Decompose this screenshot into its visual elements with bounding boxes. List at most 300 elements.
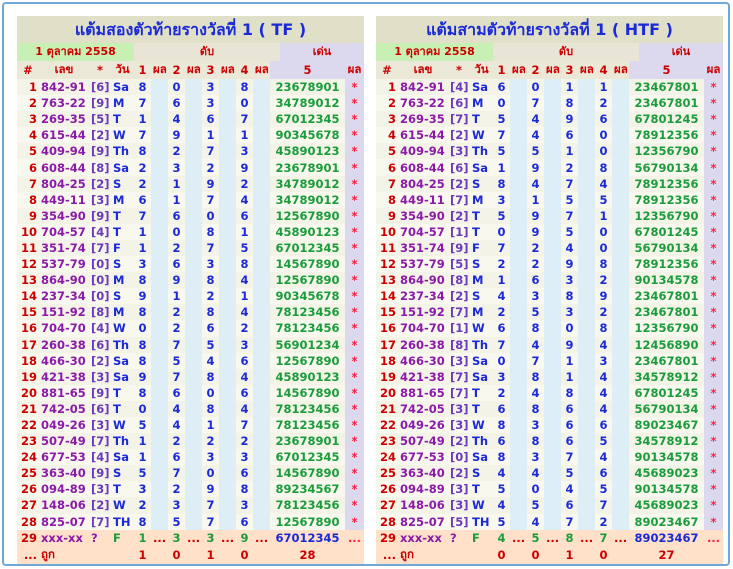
result-mark: * — [704, 449, 723, 465]
digit-4: 5 — [595, 433, 612, 449]
digit-4: 2 — [595, 95, 612, 111]
digit-3: 8 — [561, 95, 578, 111]
result-mark: * — [704, 192, 723, 208]
table-row — [17, 433, 364, 449]
table-row — [17, 497, 364, 513]
bracket-count: [9] — [91, 208, 110, 223]
column-header: 3 — [561, 61, 578, 79]
result-2 — [185, 304, 202, 320]
result-3 — [219, 481, 236, 497]
number: 449-11 — [398, 192, 448, 208]
digit-3: 5 — [561, 224, 578, 240]
digit-2: 5 — [527, 304, 544, 320]
table-row — [17, 320, 364, 336]
digit-4: 6 — [595, 417, 612, 433]
row-index: 5 — [376, 143, 398, 159]
row-index: 18 — [17, 353, 39, 369]
result-3 — [578, 256, 595, 272]
weekday: Th — [111, 337, 134, 353]
digit-2: 0 — [527, 546, 544, 564]
result-2 — [544, 433, 561, 449]
digit-1: 1 — [134, 111, 151, 127]
result-3 — [578, 337, 595, 353]
row-index: 7 — [17, 176, 39, 192]
result-4 — [612, 417, 629, 433]
digit-3: 1 — [561, 369, 578, 385]
combo-5: 90345678 — [270, 127, 345, 143]
digit-3: 5 — [202, 337, 219, 353]
result-2 — [544, 320, 561, 336]
weekday: S — [111, 288, 134, 304]
weekday: T — [111, 224, 134, 240]
header-row — [17, 61, 364, 79]
bracket-count: [7] — [91, 514, 110, 529]
table-row — [17, 224, 364, 240]
number: 742-05 — [398, 401, 448, 417]
result-3 — [578, 240, 595, 256]
result-3 — [578, 320, 595, 336]
column-header: วัน — [470, 61, 493, 79]
digit-4: 2 — [595, 272, 612, 288]
digit-4: 3 — [236, 449, 253, 465]
digit-1: 1 — [493, 272, 510, 288]
result-2 — [185, 95, 202, 111]
digit-1: 5 — [493, 481, 510, 497]
result-1 — [510, 208, 527, 224]
combo-5: 45890123 — [270, 224, 345, 240]
result-4 — [253, 433, 270, 449]
weekday: Sa — [470, 449, 493, 465]
row-index: 23 — [17, 433, 39, 449]
row-index: 28 — [17, 514, 39, 530]
digit-1: 3 — [134, 256, 151, 272]
weekday: S — [470, 256, 493, 272]
digit-2: 1 — [168, 176, 185, 192]
table-row — [17, 353, 364, 369]
digit-3: 3 — [202, 449, 219, 465]
number: 677-53 — [398, 449, 448, 465]
digit-4: 0 — [595, 143, 612, 159]
digit-1: 4 — [493, 530, 510, 546]
digit-4: 5 — [595, 481, 612, 497]
weekday: M — [111, 95, 134, 111]
row-index: 17 — [17, 337, 39, 353]
digit-3: 0 — [561, 320, 578, 336]
digit-1: 4 — [493, 465, 510, 481]
digit-4: 9 — [595, 288, 612, 304]
result-2 — [185, 481, 202, 497]
weekday: T — [470, 401, 493, 417]
result-mark: * — [345, 272, 364, 288]
number: 148-06 — [39, 497, 89, 513]
result-1 — [151, 401, 168, 417]
digit-3: 2 — [561, 159, 578, 175]
table-row — [17, 449, 364, 465]
result-2 — [185, 401, 202, 417]
bracket-count: [4] — [91, 321, 110, 336]
table-row — [17, 514, 364, 530]
result-2 — [544, 546, 561, 564]
result-mark: * — [704, 111, 723, 127]
result-4 — [612, 304, 629, 320]
digit-3: 4 — [202, 353, 219, 369]
digit-3: 9 — [561, 256, 578, 272]
row-index: 28 — [376, 514, 398, 530]
digit-2: 2 — [168, 143, 185, 159]
digit-3: 7 — [202, 192, 219, 208]
combo-5: 45890123 — [270, 143, 345, 159]
result-1 — [510, 288, 527, 304]
table-row — [376, 224, 723, 240]
result-mark: * — [345, 304, 364, 320]
bracket-count: [6] — [91, 80, 110, 95]
bracket-count: [7] — [91, 240, 110, 255]
result-2 — [185, 272, 202, 288]
result-2 — [544, 256, 561, 272]
digit-1: 3 — [493, 369, 510, 385]
column-header: เลข — [398, 61, 448, 79]
row-index: 13 — [17, 272, 39, 288]
digit-4: 4 — [595, 176, 612, 192]
row-index: 8 — [17, 192, 39, 208]
combo-5: 89023467 — [629, 530, 704, 546]
row-index: 24 — [17, 449, 39, 465]
number: 742-05 — [39, 401, 89, 417]
column-header: # — [376, 61, 398, 79]
weekday: T — [470, 481, 493, 497]
row-index: 27 — [376, 497, 398, 513]
row-index: 11 — [376, 240, 398, 256]
result-3 — [219, 353, 236, 369]
combo-5: 34789012 — [270, 192, 345, 208]
result-4 — [253, 208, 270, 224]
result-mark: * — [704, 208, 723, 224]
result-2 — [185, 465, 202, 481]
result-3 — [578, 95, 595, 111]
combo-5: 89023467 — [629, 514, 704, 530]
result-1 — [510, 369, 527, 385]
result-mark: * — [704, 497, 723, 513]
digit-3: 2 — [202, 288, 219, 304]
table-row — [376, 95, 723, 111]
digit-3: 7 — [202, 514, 219, 530]
digit-1: 5 — [134, 465, 151, 481]
result-mark: * — [345, 385, 364, 401]
digit-3: 1 — [561, 79, 578, 95]
result-2 — [544, 111, 561, 127]
digit-2: 2 — [168, 304, 185, 320]
digit-3: 9 — [202, 176, 219, 192]
digit-3: 4 — [561, 481, 578, 497]
combo-5: 67012345 — [270, 449, 345, 465]
row-index: 1 — [17, 79, 39, 95]
result-1 — [151, 320, 168, 336]
result-4 — [253, 272, 270, 288]
weekday: TH — [111, 514, 134, 530]
number: 354-90 — [398, 208, 448, 224]
number: 608-44 — [39, 159, 89, 175]
result-3: ... — [221, 530, 235, 545]
digit-3: 0 — [202, 208, 219, 224]
result-3 — [578, 417, 595, 433]
row-index: 10 — [17, 224, 39, 240]
combo-5: 90134578 — [629, 272, 704, 288]
digit-4: 6 — [236, 385, 253, 401]
result-mark: * — [704, 127, 723, 143]
digit-1: 4 — [493, 288, 510, 304]
result-3 — [578, 176, 595, 192]
bracket-count: [7] — [450, 385, 469, 400]
bracket-count: [3] — [450, 144, 469, 159]
digit-4: 8 — [595, 320, 612, 336]
weekday: S — [111, 176, 134, 192]
result-3 — [219, 385, 236, 401]
bracket-count: [0] — [91, 273, 110, 288]
bracket-count: [5] — [91, 112, 110, 127]
weekday: Th — [111, 143, 134, 159]
digit-1: 8 — [134, 143, 151, 159]
result-1 — [151, 192, 168, 208]
digit-1: 9 — [134, 369, 151, 385]
result-4 — [253, 481, 270, 497]
weekday: T — [111, 111, 134, 127]
result-2 — [544, 95, 561, 111]
digit-3: 1 — [561, 143, 578, 159]
digit-4: 1 — [595, 79, 612, 95]
digit-1: 1 — [134, 224, 151, 240]
result-1 — [151, 240, 168, 256]
bracket-count: [8] — [450, 337, 469, 352]
digit-3: 6 — [561, 433, 578, 449]
result-1 — [510, 449, 527, 465]
number: 354-90 — [39, 208, 89, 224]
digit-1: 3 — [134, 481, 151, 497]
result-4 — [253, 546, 270, 564]
weekday: T — [111, 385, 134, 401]
digit-4: 9 — [236, 159, 253, 175]
result-4 — [612, 514, 629, 530]
digit-3: 8 — [202, 224, 219, 240]
result-1 — [510, 304, 527, 320]
digit-4: 1 — [236, 288, 253, 304]
digit-2: 4 — [168, 417, 185, 433]
combo-5: 78123456 — [270, 497, 345, 513]
row-index: 22 — [17, 417, 39, 433]
dap-label: ดับ — [493, 43, 639, 61]
combo-5: 45689023 — [629, 465, 704, 481]
combo-5: 78123456 — [270, 304, 345, 320]
result-1 — [151, 417, 168, 433]
digit-2: 1 — [168, 192, 185, 208]
combo-5: 78912356 — [629, 176, 704, 192]
number: 842-91 — [398, 79, 448, 95]
combo-5: 12356790 — [629, 143, 704, 159]
digit-2: 4 — [527, 337, 544, 353]
result-3 — [219, 240, 236, 256]
digit-4: 6 — [595, 111, 612, 127]
combo-5: 67801245 — [629, 224, 704, 240]
digit-2: 4 — [527, 176, 544, 192]
digit-3: 1 — [561, 353, 578, 369]
result-1 — [151, 465, 168, 481]
bracket-count: [6] — [450, 96, 469, 111]
result-2 — [185, 224, 202, 240]
result-mark: * — [345, 159, 364, 175]
digit-1: 6 — [493, 320, 510, 336]
bracket-count: [7] — [450, 192, 469, 207]
digit-2: 4 — [527, 385, 544, 401]
result-3 — [219, 143, 236, 159]
digit-1: 8 — [134, 514, 151, 530]
table-row — [17, 176, 364, 192]
digit-4: 4 — [236, 401, 253, 417]
row-index: 14 — [17, 288, 39, 304]
number: 677-53 — [39, 449, 89, 465]
digit-4: 3 — [236, 143, 253, 159]
weekday: TH — [470, 514, 493, 530]
result-2 — [544, 449, 561, 465]
result-2 — [544, 337, 561, 353]
number: 804-25 — [398, 176, 448, 192]
result-2 — [185, 497, 202, 513]
digit-2: 8 — [527, 433, 544, 449]
number: 864-90 — [39, 272, 89, 288]
result-4 — [612, 159, 629, 175]
combo-5: 56790134 — [629, 159, 704, 175]
result-mark: * — [704, 176, 723, 192]
result-1 — [151, 256, 168, 272]
result-mark: * — [704, 481, 723, 497]
result-mark: * — [345, 288, 364, 304]
result-3 — [578, 208, 595, 224]
result-4 — [612, 337, 629, 353]
bracket-count: [3] — [91, 418, 110, 433]
table-row — [376, 111, 723, 127]
number: 864-90 — [398, 272, 448, 288]
weekday: Sa — [111, 159, 134, 175]
result-mark: * — [345, 240, 364, 256]
row-index: 21 — [376, 401, 398, 417]
digit-3: 8 — [561, 385, 578, 401]
result-1 — [151, 272, 168, 288]
bracket-count: [2] — [450, 128, 469, 143]
result-4 — [612, 192, 629, 208]
digit-3: 4 — [561, 240, 578, 256]
result-2 — [544, 208, 561, 224]
result-3 — [578, 514, 595, 530]
row-index: 29 — [17, 530, 39, 546]
digit-1: 0 — [493, 546, 510, 564]
combo-5: 14567890 — [270, 256, 345, 272]
digit-4: 0 — [236, 546, 253, 564]
digit-4: 9 — [236, 530, 253, 546]
digit-1: 6 — [493, 79, 510, 95]
result-mark: * — [345, 320, 364, 336]
digit-3: 7 — [202, 240, 219, 256]
table-row — [376, 465, 723, 481]
result-3 — [219, 208, 236, 224]
number: 615-44 — [398, 127, 448, 143]
result-2 — [544, 240, 561, 256]
result-mark: * — [345, 127, 364, 143]
digit-3: 7 — [202, 497, 219, 513]
digit-3: 7 — [561, 176, 578, 192]
result-4 — [253, 95, 270, 111]
column-header: 1 — [134, 61, 151, 79]
digit-4: 4 — [595, 401, 612, 417]
digit-4: 2 — [236, 320, 253, 336]
result-mark: * — [704, 256, 723, 272]
row-index: 29 — [376, 530, 398, 546]
result-1 — [510, 240, 527, 256]
combo-5: 12567890 — [270, 208, 345, 224]
table-row — [376, 304, 723, 320]
bracket-count: [0] — [91, 257, 110, 272]
bracket-count: [3] — [450, 401, 469, 416]
table-row — [376, 159, 723, 175]
result-4 — [253, 369, 270, 385]
weekday: Th — [111, 433, 134, 449]
digit-3: 9 — [561, 111, 578, 127]
result-1 — [151, 208, 168, 224]
digit-4: 4 — [236, 304, 253, 320]
column-header: * — [448, 61, 470, 79]
digit-4: 4 — [595, 337, 612, 353]
result-1 — [510, 320, 527, 336]
result-2 — [185, 514, 202, 530]
result-1 — [151, 497, 168, 513]
digit-1: 6 — [493, 433, 510, 449]
table-row — [376, 353, 723, 369]
weekday: M — [111, 272, 134, 288]
result-3 — [578, 401, 595, 417]
result-1 — [510, 497, 527, 513]
result-3 — [219, 79, 236, 95]
row-index: 3 — [17, 111, 39, 127]
result-4 — [612, 497, 629, 513]
result-1 — [510, 514, 527, 530]
digit-2: 4 — [527, 465, 544, 481]
result-3 — [578, 288, 595, 304]
digit-3: 8 — [561, 288, 578, 304]
result-4 — [612, 256, 629, 272]
combo-5: 23467801 — [629, 288, 704, 304]
digit-3: 5 — [561, 465, 578, 481]
number: 094-89 — [398, 481, 448, 497]
row-index: 18 — [376, 353, 398, 369]
number: 260-38 — [39, 337, 89, 353]
result-mark: * — [704, 353, 723, 369]
number: 881-65 — [398, 385, 448, 401]
bracket-count: [3] — [91, 369, 110, 384]
digit-1: 8 — [493, 176, 510, 192]
result-2 — [185, 176, 202, 192]
digit-1: 9 — [134, 288, 151, 304]
digit-3: 3 — [202, 95, 219, 111]
result-4 — [253, 304, 270, 320]
result-mark: * — [704, 272, 723, 288]
result-1 — [510, 159, 527, 175]
table-row — [376, 240, 723, 256]
bracket-count: [7] — [450, 369, 469, 384]
result-4 — [612, 79, 629, 95]
combo-5: 78123456 — [270, 320, 345, 336]
result-4 — [253, 417, 270, 433]
row-index: 17 — [376, 337, 398, 353]
result-1 — [151, 433, 168, 449]
digit-2: 9 — [527, 159, 544, 175]
table-row — [376, 192, 723, 208]
